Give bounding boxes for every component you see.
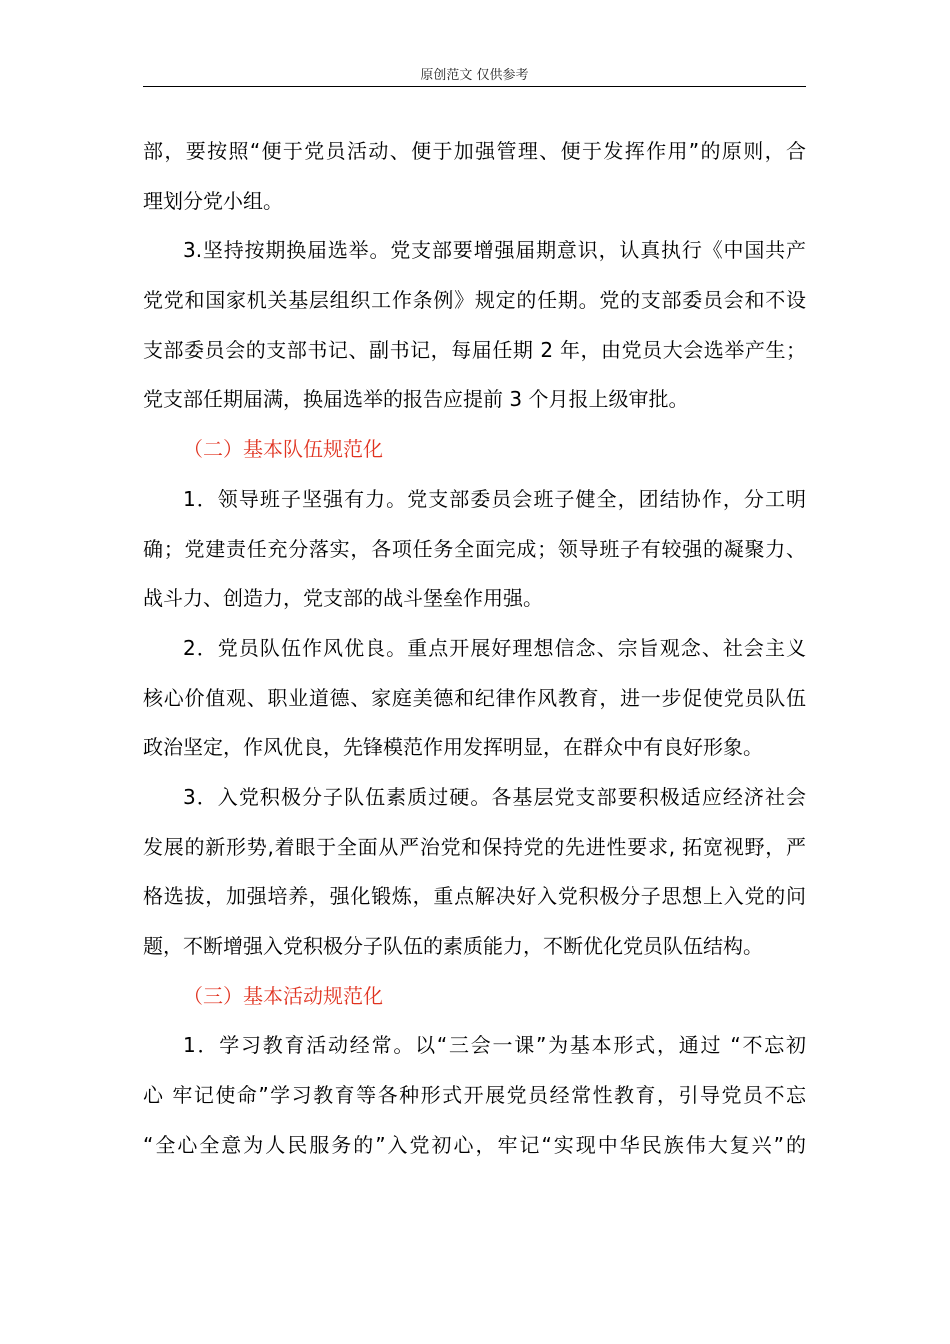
text-line: 部，要按照“便于党员活动、便于加强管理、便于发挥作用”的原则，合	[143, 139, 806, 163]
document-body	[143, 127, 806, 1170]
page-header: 原创范文 仅供参考	[143, 66, 806, 87]
text-line: 核心价值观、职业道德、家庭美德和纪律作风教育，进一步促使党员队伍	[143, 685, 806, 710]
text-line: 党支部任期届满，换届选举的报告应提前 3 个月报上级审批。	[143, 387, 689, 412]
text-line: 支部委员会的支部书记、副书记，每届任期 2 年，由党员大会选举产生；	[143, 337, 806, 362]
text-line: 理划分党小组。	[143, 188, 283, 213]
text-line: 确；党建责任充分落实，各项任务全面完成；领导班子有较强的凝聚力、	[143, 536, 806, 561]
text-line: “全心全意为人民服务的”入党初心，牢记“实现中华民族伟大复兴”的	[143, 1132, 806, 1157]
text-line: 1．学习教育活动经常。以“三会一课”为基本形式，通过 “不忘初	[183, 1033, 806, 1058]
text-line: 1．领导班子坚强有力。党支部委员会班子健全，团结协作，分工明	[183, 486, 806, 511]
text-line: 战斗力、创造力，党支部的战斗堡垒作用强。	[143, 586, 543, 611]
section-heading: （三）基本活动规范化	[183, 983, 383, 1008]
section-heading: （二）基本队伍规范化	[183, 437, 383, 462]
text-line: 3.坚持按期换届选举。党支部要增强届期意识，认真执行《中国共产	[183, 238, 806, 263]
text-line: 政治坚定，作风优良，先锋模范作用发挥明显，在群众中有良好形象。	[143, 735, 763, 760]
text-line: 题，不断增强入党积极分子队伍的素质能力，不断优化党员队伍结构。	[143, 934, 763, 958]
text-line: 党党和国家机关基层组织工作条例》规定的任期。党的支部委员会和不设	[143, 288, 806, 313]
text-line: 3．入党积极分子队伍素质过硬。各基层党支部要积极适应经济社会	[183, 784, 806, 809]
text-line: 2．党员队伍作风优良。重点开展好理想信念、宗旨观念、社会主义	[183, 635, 806, 660]
text-line: 心 牢记使命”学习教育等各种形式开展党员经常性教育，引导党员不忘	[143, 1083, 806, 1108]
text-line: 格选拔，加强培养，强化锻炼，重点解决好入党积极分子思想上入党的问	[143, 884, 806, 909]
text-line: 发展的新形势,着眼于全面从严治党和保持党的先进性要求, 拓宽视野，严	[143, 834, 806, 859]
